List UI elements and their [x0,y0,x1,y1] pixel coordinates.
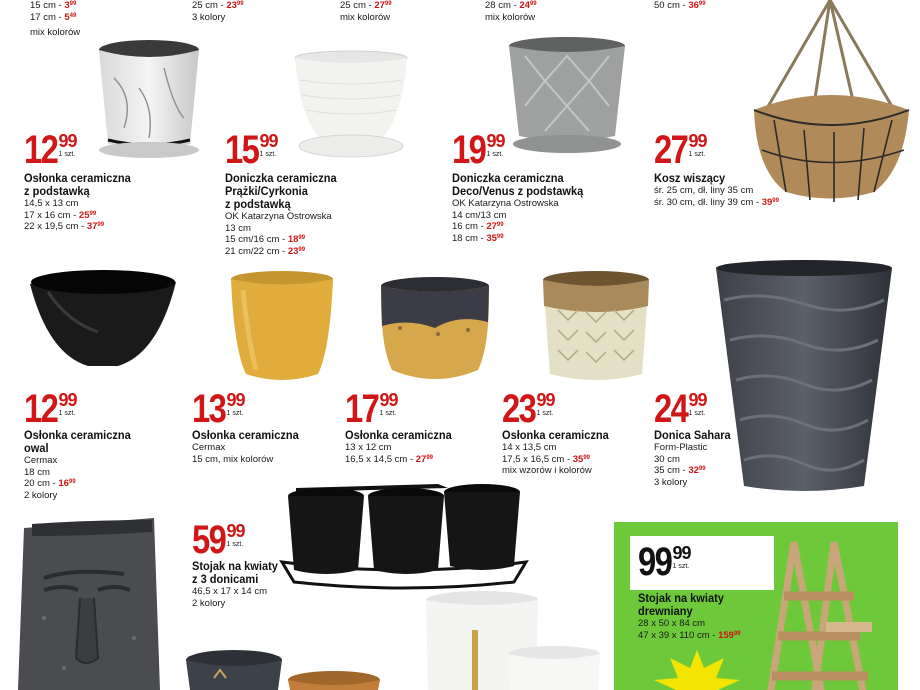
price-tag: 12 99 1 szt. [24,387,77,431]
detail: 35 cm - $32^{99}$ [654,465,706,476]
product-name: z podstawką [24,184,90,198]
top-col1-line2: 17 cm - $5^{49}$ [30,12,77,23]
top-col4-line1: 28 cm - $24^{99}$ [485,0,537,11]
price-tag: 24 99 1 szt. [654,387,707,431]
product-name: z podstawką [225,197,291,211]
detail: mix wzorów i kolorów [502,465,592,476]
plant-stand-3-pots-image [278,482,530,594]
reactive-glaze-pot-image [378,276,492,388]
product-7 [345,387,461,465]
product-name: Doniczka ceramiczna [225,171,337,185]
detail: śr. 25 cm, dł. liny 35 cm [654,185,754,196]
detail: 28 x 50 x 84 cm [638,618,706,629]
price-tag: 59 99 1 szt. [192,518,245,562]
top-col2-line1: 25 cm - $23^{99}$ [192,0,244,11]
black-oval-pot-image [28,262,178,372]
price-tag: 27 99 1 szt. [654,128,707,172]
product-4 [654,128,779,208]
price-tag: 15 99 1 szt. [225,128,278,172]
chevron-pot-image [540,270,652,390]
product-8 [502,387,618,477]
price-tag: 12 99 1 szt. [24,128,77,172]
product-10 [192,518,285,609]
price-tag: 99 99 1 szt. [638,540,691,584]
detail: OK Katarzyna Ostrowska [225,211,332,222]
product-name: Stojak na kwiaty [192,559,278,573]
top-col2-line2: 3 kolory [192,12,226,23]
detail: 15 cm, mix kolorów [192,453,274,465]
product-name: Deco/Venus z podstawką [452,184,584,198]
detail: 46,5 x 17 x 14 cm [192,586,267,597]
promo-starburst [652,650,742,690]
detail: 13 x 12 cm [345,442,392,453]
product-name: z 3 donicami [192,572,259,586]
top-col3-line2: mix kolorów [340,12,391,23]
mustard-pot-image [228,270,336,388]
product-9 [654,387,737,488]
product-name: Osłonka ceramiczna [345,428,452,442]
detail: Cermax [24,455,58,466]
product-name: Prążki/Cyrkonia [225,184,308,198]
detail: 21 cm/22 cm - $23^{99}$ [225,245,306,257]
product-1 [24,128,140,233]
product-name: Stojak na kwiaty [638,591,724,605]
top-col4-line2: mix kolorów [485,12,536,23]
detail: śr. 30 cm, dł. liny 39 cm - $39^{99}$ [654,196,779,208]
detail: 14 x 13,5 cm [502,442,557,453]
metal-pots-image [182,648,384,690]
detail: 17,5 x 16,5 cm - $35^{99}$ [502,453,591,465]
product-name: Osłonka ceramiczna [24,428,131,442]
product-name: drewniany [638,604,693,618]
product-3 [452,128,595,244]
sahara-planter-image [712,260,896,496]
detail: 14,5 x 13 cm [24,198,79,209]
top-col5-line1: 50 cm - $36^{99}$ [654,0,706,11]
head-planter-image [14,518,164,690]
product-name: Osłonka ceramiczna [192,428,299,442]
detail: 18 cm - $35^{99}$ [452,232,504,244]
detail: 17 x 16 cm - $25^{99}$ [24,209,97,221]
product-name: Doniczka ceramiczna [452,171,564,185]
detail: 2 kolory [192,597,226,609]
product-name: Donica Sahara [654,428,731,442]
top-col3-line1: 25 cm - $27^{99}$ [340,0,392,11]
detail: 16 cm - $27^{99}$ [452,221,504,232]
detail: 20 cm - $16^{99}$ [24,478,76,489]
price-tag: 23 99 1 szt. [502,387,555,431]
top-col1-line3: mix kolorów [30,27,81,38]
wooden-stand-image [764,536,884,690]
product-name: Kosz wiszący [654,171,726,185]
detail: 30 cm [654,453,680,465]
white-pots-image [420,590,604,690]
product-name: Osłonka ceramiczna [24,171,131,185]
detail: Cermax [192,442,226,453]
detail: 13 cm [225,222,251,234]
detail: Form-Plastic [654,442,708,453]
detail: 14 cm/13 cm [452,209,507,221]
product-5 [24,387,140,501]
detail: 16,5 x 14,5 cm - $27^{99}$ [345,453,434,465]
detail: 22 x 19,5 cm - $37^{99}$ [24,221,105,232]
price-tag: 19 99 1 szt. [452,128,505,172]
product-2 [225,128,346,257]
product-6 [192,387,308,465]
price-tag: 13 99 1 szt. [192,387,245,431]
detail: 3 kolory [654,476,688,488]
product-name: Osłonka ceramiczna [502,428,609,442]
product-11 [638,540,741,641]
detail: 2 kolory [24,489,58,501]
detail: 47 x 39 x 110 cm - $159^{99}$ [638,629,741,641]
product-name: owal [24,441,49,455]
detail: 18 cm [24,466,50,478]
top-col1-line1: 15 cm - $3^{99}$ [30,0,77,11]
detail: 15 cm/16 cm - $18^{99}$ [225,234,306,245]
detail: OK Katarzyna Ostrowska [452,198,559,209]
price-tag: 17 99 1 szt. [345,387,398,431]
